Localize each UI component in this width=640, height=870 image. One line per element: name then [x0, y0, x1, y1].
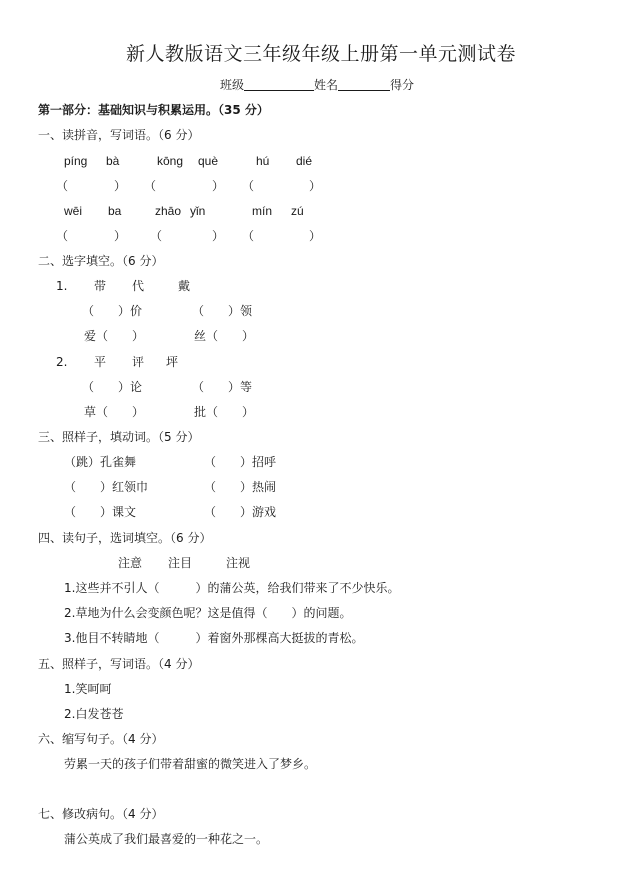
fill-item: （ ）热闹 — [204, 480, 277, 494]
word-choice: 注意 — [118, 556, 143, 570]
sentence: 2.草地为什么会变颜色呢？这是值得（ ）的问题。 — [64, 606, 352, 620]
fill-item: （ ）课文 — [64, 505, 137, 519]
option-char: 带 — [94, 279, 107, 293]
pinyin: què — [198, 154, 219, 168]
answer-paren-open: （ — [56, 179, 69, 193]
answer-paren-close: ） — [114, 179, 127, 193]
option-char: 代 — [132, 279, 145, 293]
pinyin: yǐn — [190, 204, 206, 218]
part1-heading: 第一部分：基础知识与积累运用。（35 分） — [38, 103, 269, 117]
q5-heading: 五、照样子，写词语。（4 分） — [38, 657, 200, 671]
pinyin: píng — [64, 154, 88, 168]
answer-paren-close: ） — [309, 229, 322, 243]
option-char: 坪 — [166, 355, 179, 369]
example-word: 1.笑呵呵 — [64, 682, 112, 696]
pinyin: zú — [291, 204, 304, 218]
class-field[interactable] — [244, 78, 314, 91]
name-field[interactable] — [338, 78, 390, 91]
fill-item: 草（ ） — [84, 405, 145, 419]
answer-paren-close: ） — [309, 179, 322, 193]
q3-heading: 三、照样子，填动词。（5 分） — [38, 430, 200, 444]
answer-paren-open: （ — [144, 179, 157, 193]
answer-paren-close: ） — [212, 229, 225, 243]
q4-heading: 四、读句子，选词填空。（6 分） — [38, 531, 212, 545]
sentence: 1.这些并不引人（ ）的蒲公英，给我们带来了不少快乐。 — [64, 581, 400, 595]
info-line — [220, 78, 414, 91]
pinyin: mín — [252, 204, 273, 218]
fill-item: （ ）招呼 — [204, 455, 277, 469]
fill-item: （ ）游戏 — [204, 505, 277, 519]
fill-item: （ ）领 — [192, 304, 253, 318]
answer-paren-open: （ — [150, 229, 163, 243]
fill-item: 丝（ ） — [194, 329, 255, 343]
class-label: 班级 — [220, 78, 245, 92]
answer-paren-open: （ — [242, 229, 255, 243]
q7-heading: 七、修改病句。（4 分） — [38, 807, 164, 821]
name-label: 姓名 — [314, 78, 339, 92]
word-choice: 注视 — [226, 556, 251, 570]
option-char: 戴 — [178, 279, 191, 293]
sentence: 3.他目不转睛地（ ）着窗外那棵高大挺拔的青松。 — [64, 631, 364, 645]
word-choice: 注目 — [168, 556, 193, 570]
q6-heading: 六、缩写句子。（4 分） — [38, 732, 164, 746]
pinyin: dié — [296, 154, 313, 168]
answer-paren-open: （ — [242, 179, 255, 193]
pinyin: bà — [106, 154, 120, 168]
pinyin: hú — [256, 154, 270, 168]
fill-item: （ ）等 — [192, 380, 253, 394]
option-char: 评 — [132, 355, 145, 369]
pinyin: kōng — [157, 154, 184, 168]
pinyin: ba — [108, 204, 122, 218]
fill-item: 批（ ） — [194, 405, 255, 419]
sentence: 劳累一天的孩子们带着甜蜜的微笑进入了梦乡。 — [64, 757, 317, 771]
q1-heading: 一、读拼音，写词语。（6 分） — [38, 128, 200, 142]
answer-paren-open: （ — [56, 229, 69, 243]
option-char: 平 — [94, 355, 107, 369]
fill-item: （ ）红领巾 — [64, 480, 149, 494]
sentence: 蒲公英成了我们最喜爱的一种花之一。 — [64, 832, 269, 846]
score-label: 得分 — [390, 78, 415, 92]
q2-heading: 二、选字填空。（6 分） — [38, 254, 164, 268]
page-title: 新人教版语文三年级年级上册第一单元测试卷 — [126, 43, 517, 65]
fill-item: （跳）孔雀舞 — [64, 455, 137, 469]
fill-item: （ ）论 — [82, 380, 143, 394]
example-word: 2.白发苍苍 — [64, 707, 124, 721]
pinyin: zhāo — [155, 204, 182, 218]
fill-item: （ ）价 — [82, 304, 143, 318]
fill-item: 爱（ ） — [84, 329, 145, 343]
group-number: 2. — [56, 355, 68, 369]
answer-paren-close: ） — [114, 229, 127, 243]
pinyin: wēi — [64, 204, 83, 218]
group-number: 1. — [56, 279, 68, 293]
answer-paren-close: ） — [212, 179, 225, 193]
